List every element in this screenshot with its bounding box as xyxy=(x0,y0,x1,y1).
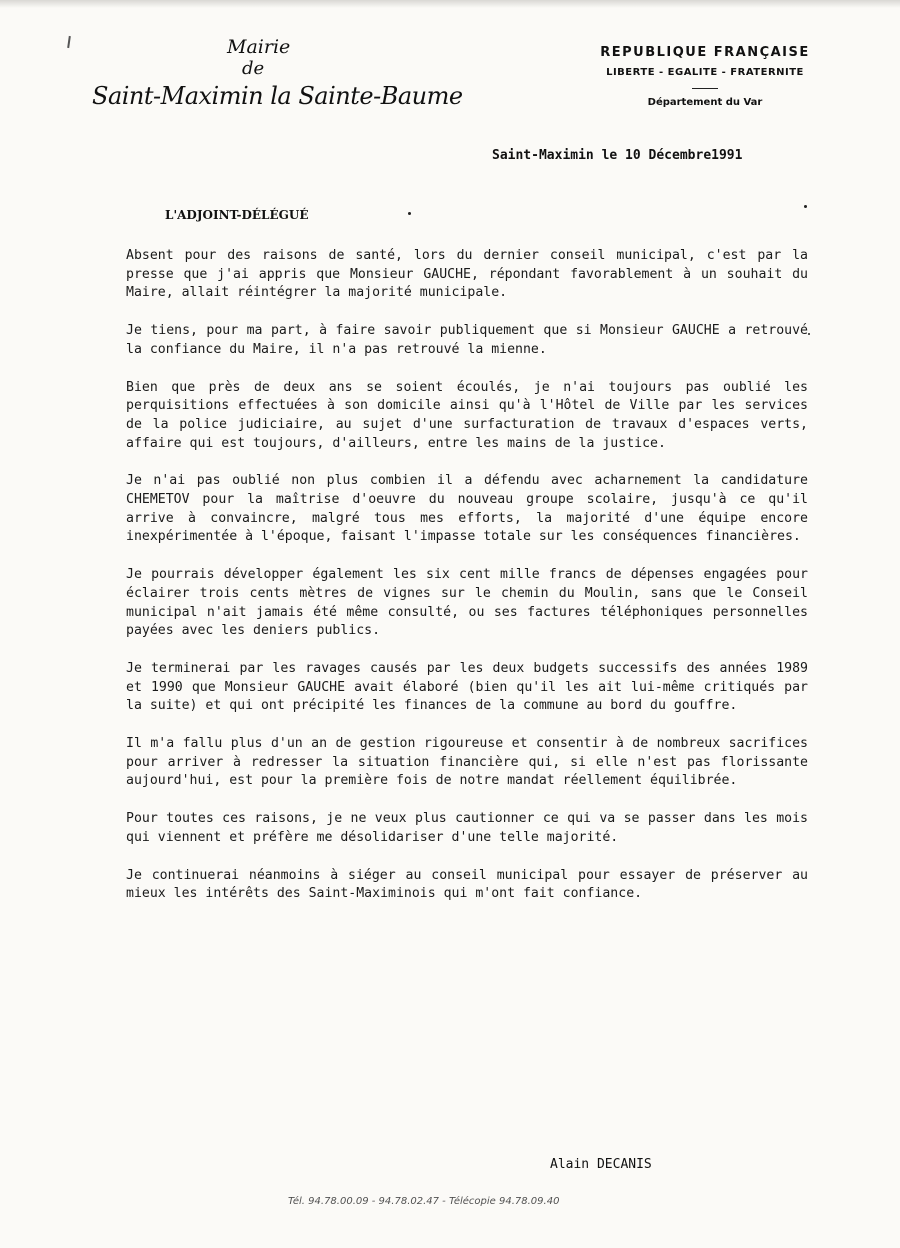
letterhead-line-1: Mairie xyxy=(227,36,291,58)
department-label: Département du Var xyxy=(647,97,763,108)
letter-body xyxy=(126,247,808,923)
letterhead-line-2: de xyxy=(242,58,265,79)
mairie-letterhead xyxy=(92,30,463,115)
paragraph: Pour toutes ces raisons, je ne veux plus cautionner ce qui va se passer dans les mois qui viennent et préfère me désolidariser d'une telle majorité. xyxy=(126,811,808,845)
republic-title: REPUBLIQUE FRANÇAISE xyxy=(600,45,810,60)
signature-name: Alain DECANIS xyxy=(550,1157,652,1172)
paragraph: Je pourrais développer également les six cent mille francs de dépenses engagées pour éclairer trois cents mètres de vignes sur le chemin du Moulin, sans que le Conseil municipal n'ait jamais été même consulté, ou ses factures téléphoniques personnelles payées avec les deniers publics. xyxy=(126,567,808,639)
republic-header xyxy=(580,45,830,108)
paragraph: Bien que près de deux ans se soient écoulés, je n'ai toujours pas oublié les perquisitions effectuées à son domicile ainsi qu'à l'Hôtel de Ville par les services de la police judiciaire, au sujet d'une surfacturation de travaux d'espaces verts, affaire qui est toujours, d'ailleurs, entre les mains de la justice. xyxy=(126,379,808,451)
scan-speck xyxy=(804,205,807,208)
contact-footer: Tél. 94.78.00.09 - 94.78.02.47 - Télécopie 94.78.09.40 xyxy=(288,1196,560,1207)
scan-speck xyxy=(808,333,810,335)
letterhead-line-3: Saint-Maximin la Sainte-Baume xyxy=(92,82,463,110)
paragraph: Je n'ai pas oublié non plus combien il a défendu avec acharnement la candidature CHEMETOV pour la maîtrise d'oeuvre du nouveau groupe scolaire, jusqu'à ce qu'il arrive à convaincre, malgré tous mes efforts, la majorité d'une équipe encore inexpérimentée à l'époque, faisant l'impasse totale sur les conséquences financières. xyxy=(126,473,808,545)
paragraph: Absent pour des raisons de santé, lors du dernier conseil municipal, c'est par la presse que j'ai appris que Monsieur GAUCHE, répondant favorablement à un souhait du Maire, allait réintégrer la majorité municipale. xyxy=(126,248,808,301)
paragraph: Je tiens, pour ma part, à faire savoir publiquement que si Monsieur GAUCHE a retrouvé la confiance du Maire, il n'a pas retrouvé la mienne. xyxy=(126,323,808,357)
paragraph: Je terminerai par les ravages causés par les deux budgets successifs des années 1989 et 1990 que Monsieur GAUCHE avait élaboré (bien qu'il les ait lui-même critiqués par la suite) et qui ont précipité les finances de la commune au bord du gouffre. xyxy=(126,660,808,714)
scan-speck xyxy=(408,212,411,215)
paragraph: Il m'a fallu plus d'un an de gestion rigoureuse et consentir à de nombreux sacrifices pour arriver à redresser la situation financière qui, si elle n'est pas florissante aujourd'hui, est pour la première fois de notre mandat réellement équilibrée. xyxy=(126,736,808,789)
republic-motto: LIBERTE - EGALITE - FRATERNITE xyxy=(606,67,804,78)
signer-title: L'ADJOINT-DÉLÉGUÉ xyxy=(165,208,309,222)
scan-mark xyxy=(67,36,71,48)
letter-date: Saint-Maximin le 10 Décembre1991 xyxy=(492,148,743,163)
paragraph: Je continuerai néanmoins à siéger au conseil municipal pour essayer de préserver au mieux les intérêts des Saint-Maximinois qui m'ont fait confiance. xyxy=(126,867,808,902)
header-divider xyxy=(692,88,718,89)
scan-edge-shadow xyxy=(0,0,900,8)
